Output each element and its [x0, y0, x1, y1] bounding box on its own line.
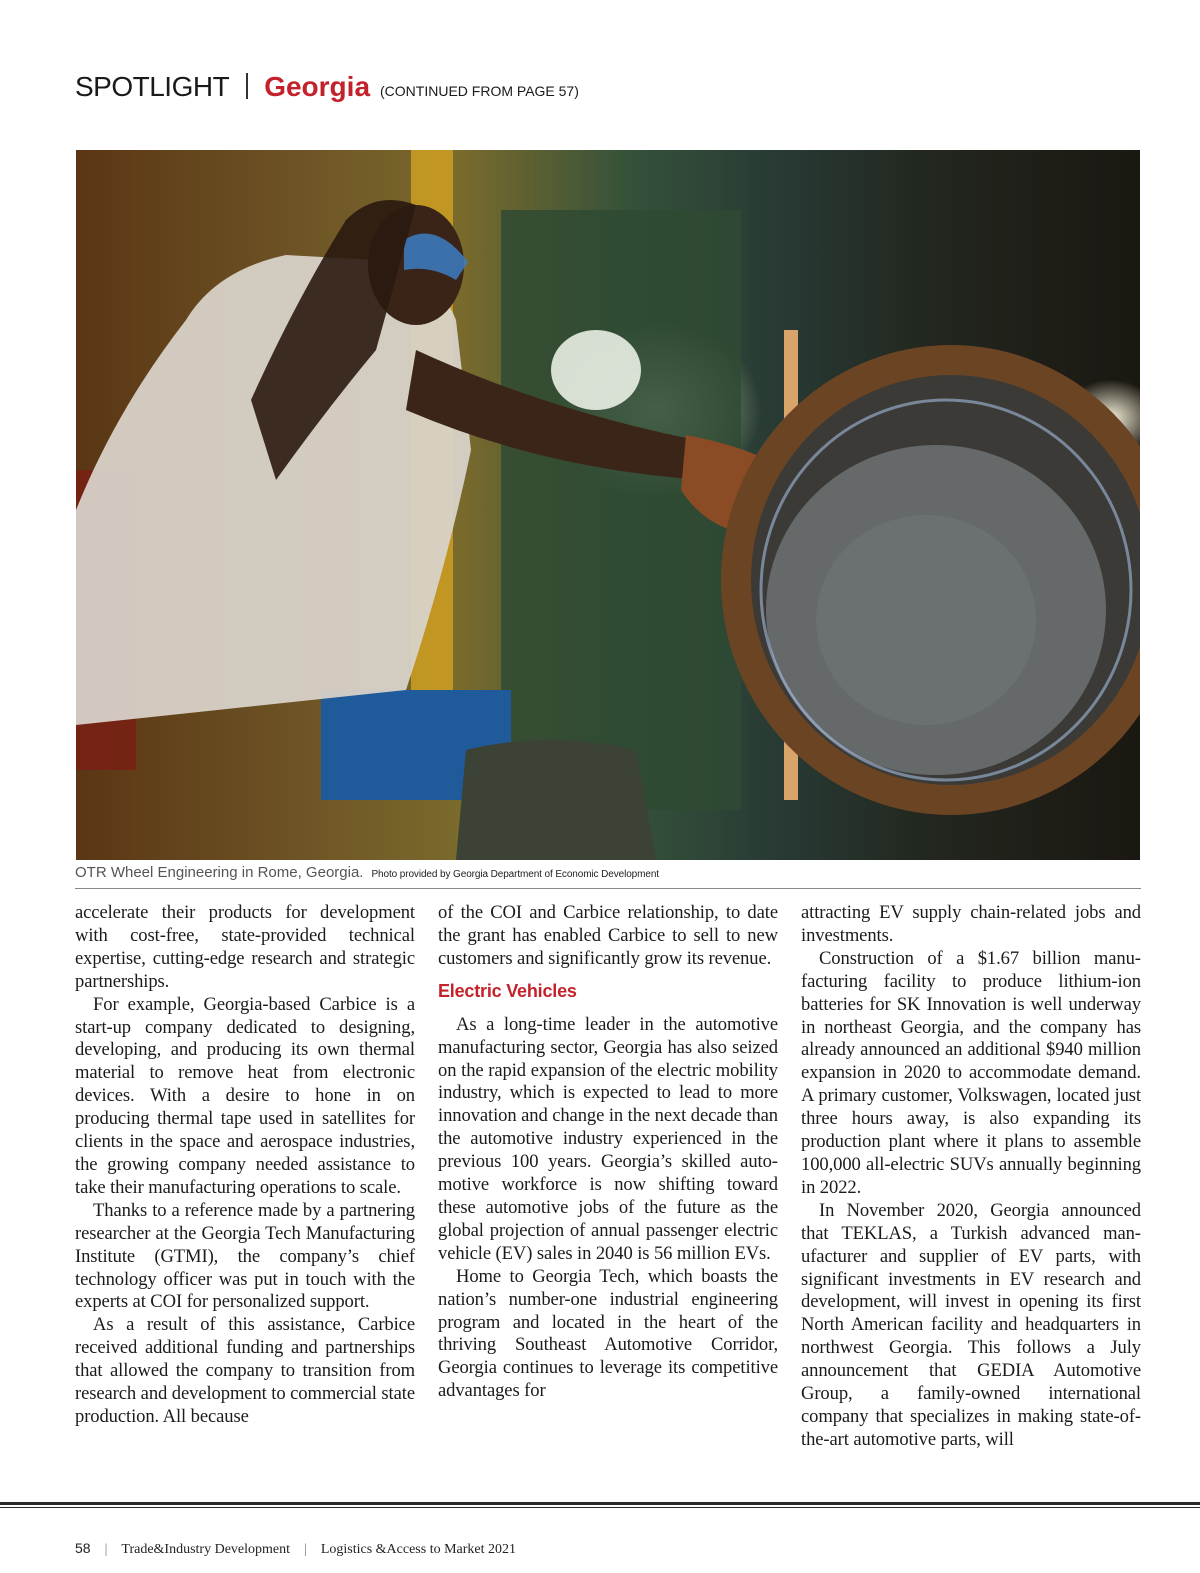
feature-photo	[76, 150, 1140, 860]
footer-rule-thin	[0, 1507, 1200, 1508]
wheelbarrow	[456, 740, 656, 860]
issue-name: Logistics &Access to Market 2021	[320, 1542, 517, 1557]
caption-text: OTR Wheel Engineering in Rome, Georgia.	[75, 864, 364, 881]
article-column-1	[75, 902, 415, 1429]
state-title: Georgia	[264, 71, 371, 102]
paragraph: In November 2020, Georgia announced that TEKLAS, a Turkish advanced manufacturer and supplier of EV parts, with significant investments in EV research and development, will invest in opening its first North American facility and headquarters in northwest Georgia. This follows a July announcement that GEDIA Automotive Group, a family-owned international company that specializes in making state-of-the-art automotive parts, will	[801, 1199, 1141, 1450]
paragraph: Home to Georgia Tech, which boasts the nation’s number-one industrial engineering program and located in the heart of the thriving Southeast Automotive Corridor, Georgia continues to leverage its competitive advantages for	[438, 1265, 778, 1402]
wheel-hub	[816, 515, 1036, 725]
page-number: 58	[75, 1540, 91, 1556]
paragraph: As a long-time leader in the automotive manufacturing sector, Georgia has also seized on the rapid expansion of the electric mobility industry, which is expected to lead to more innovation and change in the next decade than the automotive industry experienced in the previous 100 years. Georgia’s skilled automotive workforce is now shifting toward these automotive jobs of the future as the global projection of annual passenger electric vehicle (EV) sales in 2040 is 56 million EVs.	[438, 1013, 778, 1264]
article-column-2	[438, 902, 778, 1403]
subheading: Electric Vehicles	[438, 980, 577, 1001]
worker-shirt	[76, 255, 471, 725]
photo-credit: Photo provided by Georgia Department of Economic Development	[371, 869, 659, 880]
footer-rule	[0, 1502, 1200, 1505]
section-label: SPOTLIGHT	[75, 71, 230, 102]
paragraph: Construction of a $1.67 billion manufacturing facility to produce lithium-ion batteries for SK Innovation is well underway in northeast Georgia, and the company has already announced an additional $940 million expansion in 2020 to accommodate demand. A primary customer, Volkswagen, located just three hours away, is also expanding its production plant where it plans to assemble 100,000 all-electric SUVs annually beginning in 2022.	[801, 947, 1141, 1198]
paragraph: of the COI and Carbice relationship, to date the grant has enabled Carbice to sell to new customers and significantly grow its revenue.	[438, 902, 778, 969]
footer-separator: |	[304, 1542, 307, 1557]
paragraph: attracting EV supply chain-related jobs and investments.	[801, 902, 1141, 946]
paragraph: Thanks to a reference made by a partnering researcher at the Georgia Tech Manufacturing Institute (GTMI), the company’s chief technology officer was put in touch with the experts at COI for personalized support.	[75, 1199, 415, 1313]
photo-caption	[75, 864, 659, 881]
article-column-3	[801, 902, 1141, 1452]
paragraph: As a result of this assistance, Carbice received additional funding and partnerships that allowed the company to transition from research and development to commercial state production. All because	[75, 1314, 415, 1427]
continued-note: (CONTINUED FROM PAGE 57)	[380, 83, 579, 99]
page-footer	[75, 1540, 516, 1558]
paragraph: For example, Georgia-based Carbice is a start-up company dedicated to designing, developing, and producing its own thermal material to remove heat from electronic devices. With a desire to hone in on producing thermal tape used in satellites for clients in the space and aerospace industries, the growing company needed assistance to take their manufacturing operations to scale.	[75, 993, 415, 1198]
page-header	[75, 70, 579, 110]
photo-illustration	[76, 150, 1140, 860]
paragraph: accelerate their products for development with cost-free, state-provided technical expertise, cutting-edge research and strategic partnerships.	[75, 902, 415, 992]
publication-name: Trade&Industry Development	[121, 1542, 291, 1557]
lamp-glow	[551, 330, 641, 410]
header-divider	[246, 73, 248, 99]
footer-separator: |	[104, 1542, 108, 1557]
caption-rule	[75, 888, 1141, 889]
